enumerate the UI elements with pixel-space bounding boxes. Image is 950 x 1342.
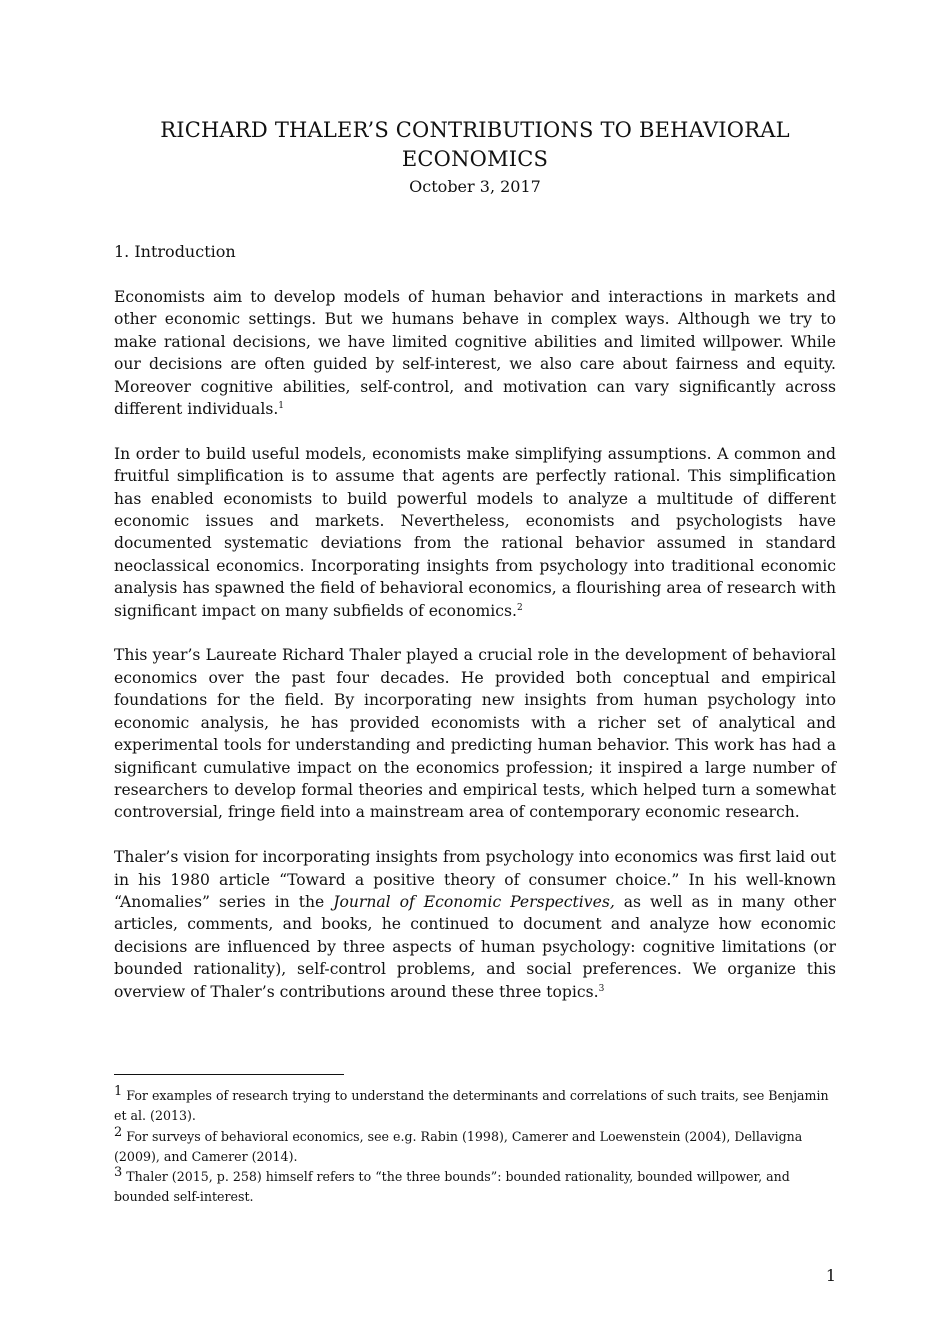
paragraph-4-text-end: as well as in many other articles, comments, and books, he continued to document and analyze how economic decisions are influenced by three aspects of human psychology: cognitive limitations (or bounded rationality), self-control problems, and social preferences. We organize this overview of Thaler’s contributions around these three topics. [114,892,836,1001]
footnote-divider [114,1074,344,1075]
footnote-ref-1[interactable]: 1 [278,400,285,411]
document-date: October 3, 2017 [409,177,541,196]
title-line-1: RICHARD THALER’S CONTRIBUTIONS TO BEHAVIORAL [160,118,790,142]
footnote-1 [114,1083,836,1127]
footnote-2 [114,1124,836,1168]
paragraph-3: This year’s Laureate Richard Thaler played a crucial role in the development of behavioral economics over the past four decades. He provided both conceptual and empirical foundations for the field. By incorporating new insights from human psychology into economic analysis, he has provided economists with a richer set of analytical and experimental tools for understanding and predicting human behavior. This work has had a significant cumulative impact on the economics profession; it inspired a large number of researchers to develop formal theories and empirical tests, which helped turn a somewhat controversial, fringe field into a mainstream area of contemporary economic research. [114,646,836,822]
title-line-2: ECONOMICS [401,147,549,171]
footnotes [114,1083,836,1208]
journal-name: Journal of Economic Perspectives, [333,892,615,911]
footnote-ref-3[interactable]: 3 [598,983,605,994]
paragraph-1-text: Economists aim to develop models of human behavior and interactions in markets and other economic settings. But we humans behave in complex ways. Although we try to make rational decisions, we have limited cognitive abilities and limited willpower. While our decisions are often guided by self-interest, we also care about fairness and equity. Moreover cognitive abilities, self-control, and motivation can vary significantly across different individuals. [114,288,836,419]
paragraph-1 [114,286,836,420]
page-number: 1 [825,1266,836,1285]
section-heading-introduction: 1. Introduction [114,242,236,261]
footnote-text: For examples of research trying to understand the determinants and correlations of such traits, see Benjamin et al. (2013). [114,1088,829,1124]
document-title [114,116,836,174]
footnote-ref-2[interactable]: 2 [516,602,523,613]
footnote-mark: 2 [114,1124,123,1140]
body-text [114,286,836,1025]
footnote-mark: 3 [114,1165,123,1180]
paragraph-4 [114,846,836,1003]
footnote-3 [114,1167,836,1208]
footnote-text: Thaler (2015, p. 258) himself refers to “the three bounds”: bounded rationality, bounded willpower, and bounded self-interest. [114,1169,790,1205]
footnote-text: For surveys of behavioral economics, see e.g. Rabin (1998), Camerer and Loewenstein (2004), Dellavigna (2009), and Camerer (2014). [114,1128,803,1164]
footnote-mark: 1 [114,1083,123,1099]
title-block [114,116,836,198]
paragraph-4-text-start: Thaler’s vision for incorporating insights from psychology into economics was first laid out in his 1980 article “Toward a positive theory of consumer choice.” In his well-known “Anomalies” series in the [114,848,836,911]
paragraph-2 [114,443,836,622]
paragraph-2-text: In order to build useful models, economists make simplifying assumptions. A common and fruitful simplification is to assume that agents are perfectly rational. This simplification has enabled economists to build powerful models to analyze a multitude of different economic issues and markets. Nevertheless, economists and psychologists have documented systematic deviations from the rational behavior assumed in standard neoclassical economics. Incorporating insights from psychology into traditional economic analysis has spawned the field of behavioral economics, a flourishing area of research with significant impact on many subfields of economics. [114,444,836,620]
